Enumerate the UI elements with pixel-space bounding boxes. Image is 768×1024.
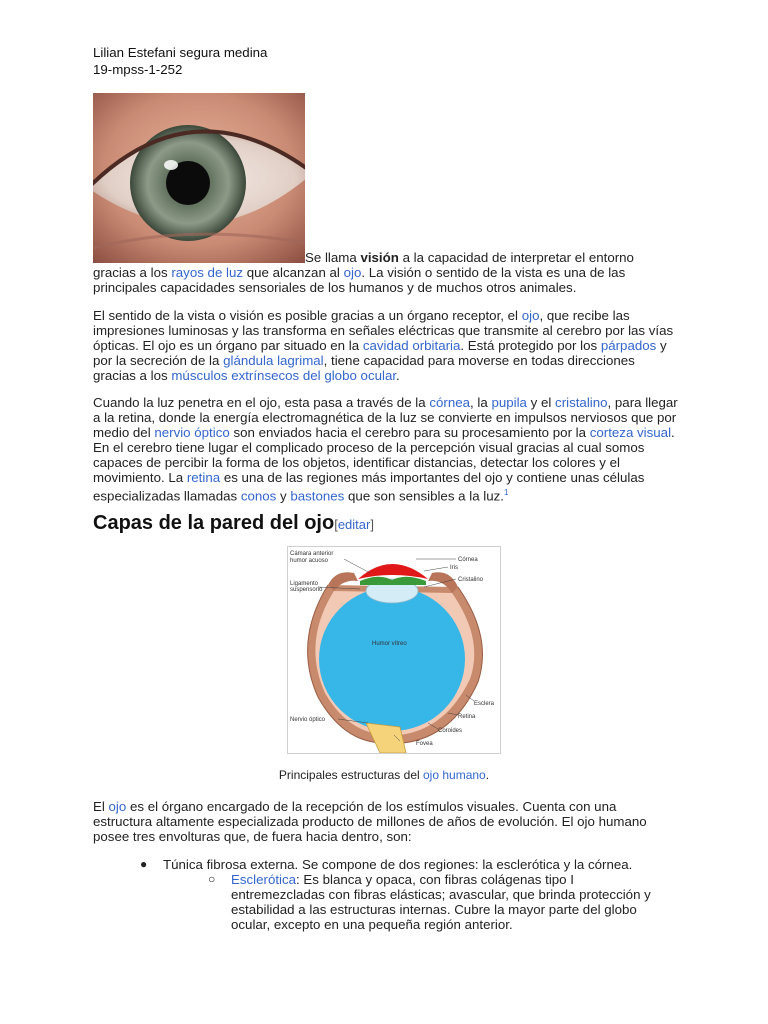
link-conos[interactable]: conos	[240, 488, 277, 504]
section-title: Capas de la pared del ojo	[93, 512, 335, 534]
label-retina: Retina	[458, 714, 476, 720]
bullet-circle-icon: ○	[208, 872, 216, 886]
author-code: 19-mpss-1-252	[93, 62, 183, 77]
vitreous-body	[319, 587, 465, 731]
link-corteza-visual[interactable]: corteza visual	[589, 425, 672, 440]
section-heading-capas: Capas de la pared del ojo[editar]	[93, 512, 374, 534]
eye-photo-image	[93, 93, 305, 263]
label-ligamento: Ligamento	[290, 581, 319, 587]
link-ojo-2[interactable]: ojo	[521, 308, 540, 323]
term-vision: visión	[360, 250, 399, 265]
paragraph-light-path: Cuando la luz penetra en el ojo, esta pasa a través de la córnea, la pupila y el cristalino, para llegar a la retina, donde la energía electromagnética de la luz se convierte en impulsos nerviosos que por medio del nervio óptico son enviados hacia el cerebro para su procesamiento por la corteza visual. En el cerebro tiene lugar el complicado proceso de la percepción visual gracias al cual somos capaces de percibir la forma de los objetos, identificar distancias, detectar los colores y el movimiento. La retina es una de las regiones más importantes del ojo y contiene unas células especializadas llamadas conos y bastones que son sensibles a la luz.$^1$	[93, 395, 678, 504]
paragraph-vision-intro: Se llama visión a la capacidad de interpretar el entorno gracias a los rayos de luz que alcanzan al ojo. La visión o sentido de la vista es una de las principales capacidades sensoriales de los humanos y de muchos otros animales.	[93, 250, 634, 295]
label-humor-acuoso: humor acuoso	[290, 558, 329, 564]
link-musculos-extrinsecos[interactable]: músculos extrínsecos del globo ocular	[171, 368, 397, 383]
label-iris: Iris	[450, 565, 458, 571]
eye-cross-section-icon	[288, 547, 500, 753]
link-nervio-optico[interactable]: nervio óptico	[154, 425, 230, 440]
link-ojo[interactable]: ojo	[343, 265, 362, 280]
label-esclera: Esclera	[474, 701, 495, 707]
link-parpados[interactable]: párpados	[600, 338, 657, 353]
link-ojo-3[interactable]: ojo	[108, 799, 127, 814]
link-bastones[interactable]: bastones	[290, 488, 345, 504]
label-coroides: Coroides	[438, 728, 463, 734]
label-cornea: Córnea	[458, 557, 478, 563]
link-esclerotica[interactable]: Esclerótica	[231, 872, 297, 887]
link-cornea[interactable]: córnea	[429, 395, 471, 410]
link-cavidad-orbitaria[interactable]: cavidad orbitaria	[362, 338, 461, 353]
paragraph-sense-of-sight: El sentido de la vista o visión es posible gracias a un órgano receptor, el ojo, que recibe las impresiones luminosas y las transforma en señales eléctricas que transmite al cerebro por las vías ópticas. El ojo es un órgano par situado en la cavidad orbitaria. Está protegido por los párpados y por la secreción de la glándula lagrimal, tiene capacidad para moverse en todas direcciones gracias a los músculos extrínsecos del globo ocular.	[93, 308, 674, 383]
footnote-ref-1[interactable]: 1	[504, 488, 509, 497]
paragraph-eye-organ: El ojo es el órgano encargado de la recepción de los estímulos visuales. Cuenta con una estructura altamente especializada producto de millones de años de evolución. El ojo humano posee tres envolturas que, de fuera hacia dentro, son:	[93, 799, 647, 844]
link-rayos-de-luz[interactable]: rayos de luz	[171, 265, 244, 280]
label-suspensorio: suspensorio	[290, 587, 323, 593]
label-camara: Cámara anterior	[290, 551, 334, 557]
eye-anatomy-diagram	[287, 546, 501, 754]
figure-caption: Principales estructuras del ojo humano.	[278, 768, 490, 782]
link-cristalino[interactable]: cristalino	[555, 395, 608, 410]
author-name: Lilian Estefani segura medina	[93, 45, 268, 60]
label-humor-vitreo: Humor vítreo	[372, 641, 407, 647]
link-pupila[interactable]: pupila	[491, 395, 527, 410]
eye-photo-icon	[93, 93, 305, 263]
bullet-disc-icon: ●	[140, 857, 148, 871]
label-cristalino: Cristalino	[458, 577, 484, 583]
label-fovea: Fovea	[416, 741, 433, 747]
edit-section-link[interactable]: editar	[337, 517, 371, 532]
label-nervio-optico: Nervio óptico	[290, 717, 326, 723]
link-glandula-lagrimal[interactable]: glándula lagrimal	[223, 353, 324, 368]
link-retina[interactable]: retina	[186, 470, 221, 485]
link-ojo-humano[interactable]: ojo humano	[423, 768, 486, 782]
author-block	[93, 44, 267, 78]
